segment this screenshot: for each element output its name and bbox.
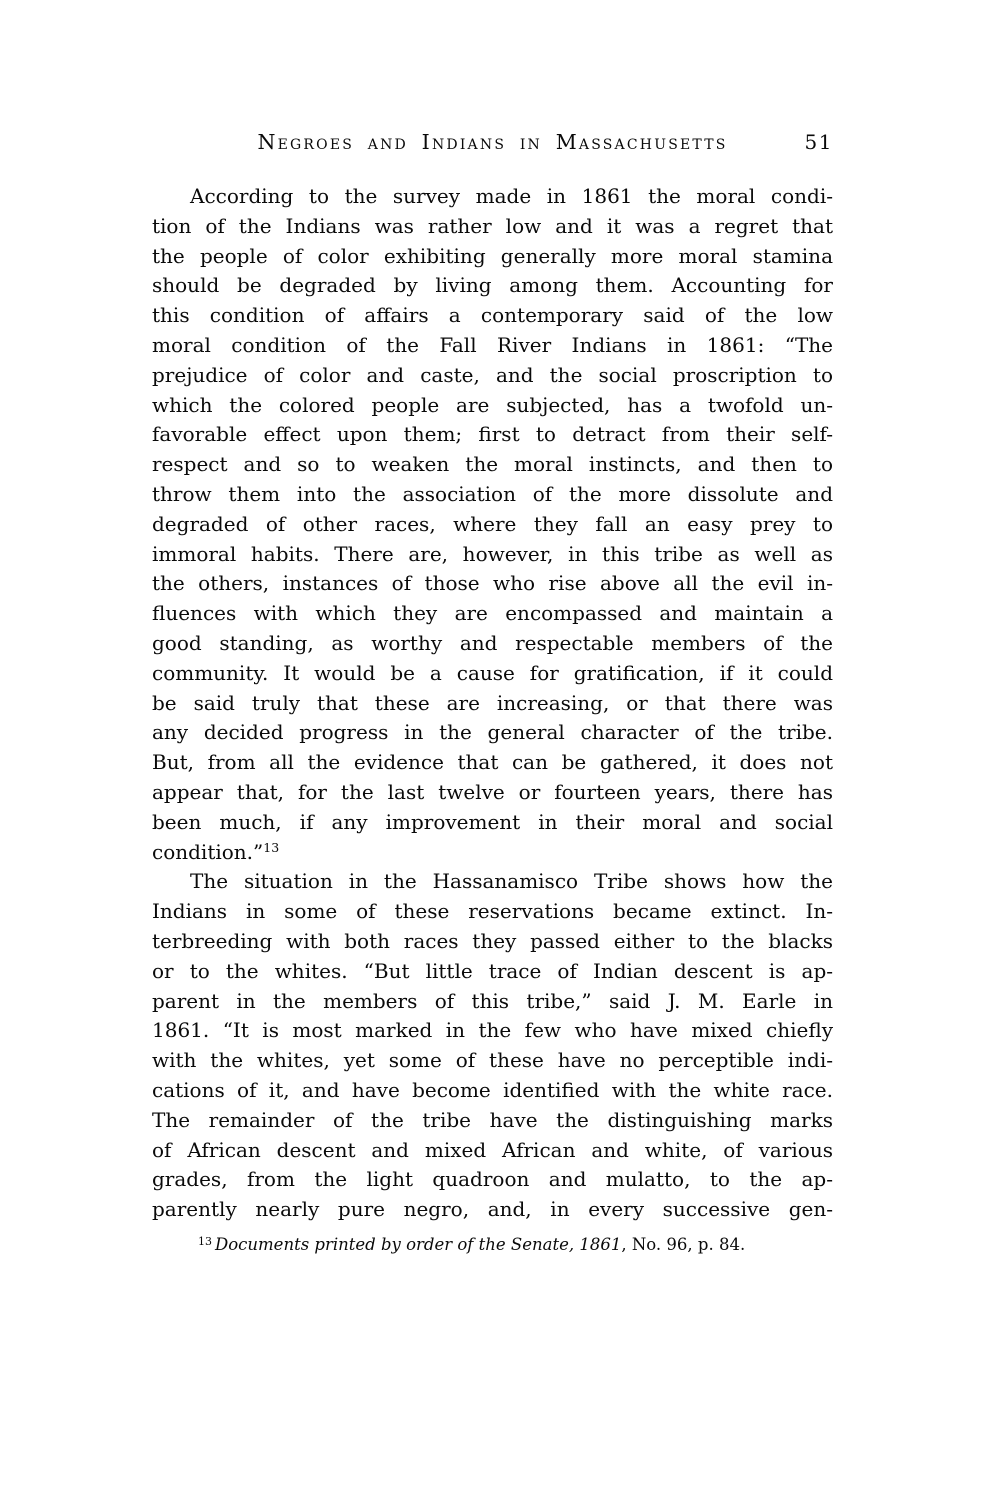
footnote	[152, 1233, 833, 1257]
text-line: fluences with which they are encompassed and maintain a	[152, 601, 833, 626]
text-line: community. It would be a cause for gratification, if it could	[152, 660, 833, 685]
text-line: throw them into the association of the more dissolute and	[152, 481, 833, 506]
footnote-citation: Documents printed by order of the Senate, 1861	[215, 1234, 622, 1254]
text-line: or to the whites. “But little trace of Indian descent is ap-	[152, 958, 833, 983]
text-line: The situation in the Hassanamisco Tribe shows how the	[190, 869, 833, 894]
text-line: immoral habits. There are, however, in this tribe as well as	[152, 541, 833, 566]
footnote-reference: 13	[263, 839, 280, 855]
text-line: terbreeding with both races they passed either to the blacks	[152, 928, 833, 953]
text-line: which the colored people are subjected, has a twofold un-	[152, 392, 833, 417]
text-line: parent in the members of this tribe,” said J. M. Earle in	[152, 988, 833, 1013]
text-line: degraded of other races, where they fall an easy prey to	[152, 511, 833, 536]
text-line: with the whites, yet some of these have no perceptible indi-	[152, 1048, 833, 1073]
text-line: According to the survey made in 1861 the moral condi-	[190, 184, 833, 208]
paragraph-1	[152, 182, 833, 867]
text-line: good standing, as worthy and respectable members of the	[152, 630, 833, 655]
text-line: the people of color exhibiting generally more moral stamina	[152, 243, 833, 268]
text-line: 1861. “It is most marked in the few who have mixed chiefly	[152, 1018, 833, 1043]
text-line: favorable effect upon them; first to detract from their self-	[152, 422, 833, 447]
text-line: of African descent and mixed African and white, of various	[152, 1137, 833, 1162]
text-line: respect and so to weaken the moral instincts, and then to	[152, 452, 833, 477]
paragraph-2	[152, 867, 833, 1225]
text-line: been much, if any improvement in their moral and social	[152, 809, 833, 834]
text-line: Indians in some of these reservations became extinct. In-	[152, 899, 833, 924]
text-line: prejudice of color and caste, and the social proscription to	[152, 362, 833, 387]
page-header	[152, 130, 833, 154]
paragraph-end-text: condition.”	[152, 839, 264, 864]
text-line: appear that, for the last twelve or fourteen years, there has	[152, 779, 833, 804]
body-text	[152, 182, 833, 1225]
text-line: tion of the Indians was rather low and it was a regret that	[152, 213, 833, 238]
text-line: be said truly that these are increasing, or that there was	[152, 690, 833, 715]
text-line: any decided progress in the general character of the tribe.	[152, 720, 833, 745]
text-line: The remainder of the tribe have the distinguishing marks	[152, 1107, 833, 1132]
text-line: should be degraded by living among them. Accounting for	[152, 273, 833, 298]
page-number: 51	[804, 130, 833, 154]
text-line: cations of it, and have become identified with the white race.	[152, 1077, 833, 1102]
text-line: moral condition of the Fall River Indians in 1861: “The	[152, 332, 833, 357]
text-line: the others, instances of those who rise above all the evil in-	[152, 571, 833, 596]
running-title: Negroes and Indians in Massachusetts	[257, 130, 728, 154]
text-line: this condition of affairs a contemporary said of the low	[152, 303, 833, 328]
text-line: grades, from the light quadroon and mulatto, to the ap-	[152, 1167, 833, 1192]
footnote-page-reference: , No. 96, p. 84.	[621, 1234, 746, 1254]
footnote-marker: 13	[198, 1234, 212, 1248]
text-line: But, from all the evidence that can be gathered, it does not	[152, 750, 833, 775]
text-line: parently nearly pure negro, and, in every successive gen-	[152, 1197, 833, 1222]
text-line	[152, 838, 833, 868]
book-page	[152, 130, 833, 1257]
